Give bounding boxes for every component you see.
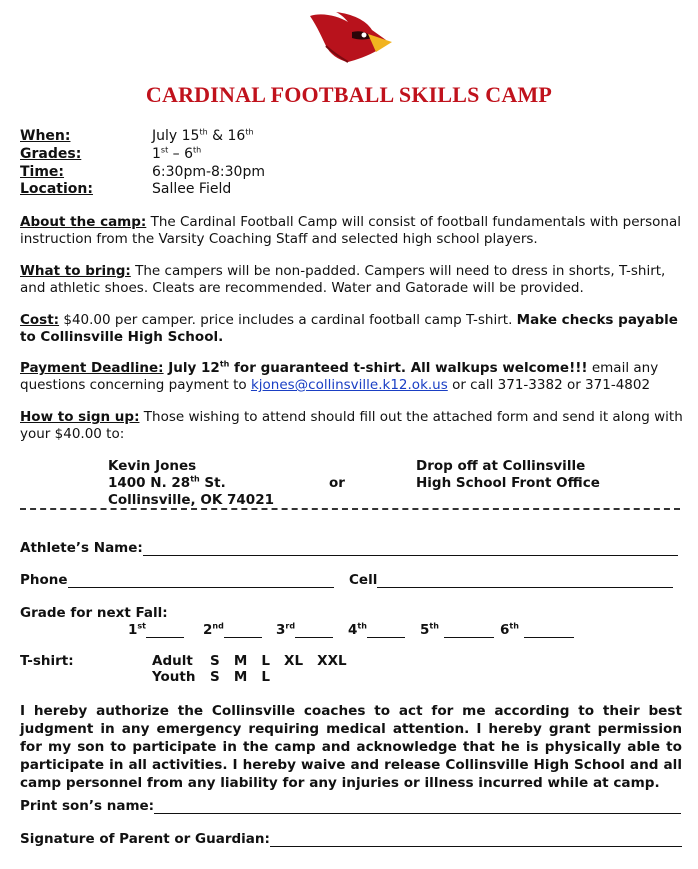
- athlete-name-field[interactable]: [143, 541, 678, 556]
- grades-value: 1st – 6th: [152, 145, 202, 162]
- phone-row: [20, 572, 334, 588]
- youth-sizes[interactable]: S M L: [210, 669, 270, 685]
- address-or: or: [329, 475, 345, 491]
- grade-label: Grade for next Fall:: [20, 605, 168, 621]
- address-street: 1400 N. 28th St.: [108, 474, 226, 491]
- about-label: About the camp:: [20, 214, 147, 230]
- phone-label: Phone: [20, 572, 68, 588]
- print-name-row: [20, 798, 681, 814]
- location-label: Location:: [20, 181, 93, 197]
- location-value: Sallee Field: [152, 181, 232, 197]
- cut-line-divider: [20, 508, 680, 510]
- signature-field[interactable]: [270, 832, 682, 847]
- tshirt-label: T-shirt:: [20, 653, 74, 669]
- deadline-label: Payment Deadline:: [20, 360, 164, 376]
- signup-label: How to sign up:: [20, 409, 140, 425]
- waiver-text: I hereby authorize the Collinsville coaches to act for me according to their best judgment in any emergency requiring medical attention. I hereby grant permission for my son to participate in the camp and acknowledge that he is physically able to participate in all activities. I hereby waive and release Collinsville High School and all camp personnel from any liability for any injuries or illness incurred while at camp.: [20, 703, 682, 791]
- grade-option[interactable]: 4th: [348, 622, 405, 638]
- print-name-label: Print son’s name:: [20, 798, 155, 814]
- cell-field[interactable]: [377, 573, 673, 588]
- grades-label: Grades:: [20, 146, 82, 162]
- cost-label: Cost:: [20, 312, 60, 328]
- phone-field[interactable]: [68, 573, 334, 588]
- page-title: CARDINAL FOOTBALL SKILLS CAMP: [145, 82, 553, 107]
- address-name: Kevin Jones: [108, 458, 197, 474]
- cell-label: Cell: [349, 572, 378, 588]
- grade-option[interactable]: 2nd: [203, 622, 262, 638]
- about-paragraph: About the camp: The Cardinal Football Camp will consist of football fundamentals with personal instruction from the Varsity Coaching Staff and selected high school players.: [20, 214, 681, 247]
- when-value: July 15th & 16th: [152, 127, 254, 144]
- bring-paragraph: What to bring: The campers will be non-padded. Campers will need to dress in shorts, T-shirt, and athletic shoes. Cleats are recommended. Water and Gatorade will be provided.: [20, 263, 666, 296]
- bring-label: What to bring:: [20, 263, 131, 279]
- grade-option[interactable]: 1st: [128, 622, 184, 638]
- grade-option[interactable]: 5th: [420, 622, 494, 638]
- dropoff-address: Drop off at Collinsville High School Front Office: [416, 458, 600, 491]
- signature-label: Signature of Parent or Guardian:: [20, 831, 270, 847]
- signature-row: [20, 831, 682, 847]
- athlete-name-label: Athlete’s Name:: [20, 540, 143, 556]
- deadline-paragraph: Payment Deadline: July 12th for guaranteed t-shirt. All walkups welcome!!! email any questions concerning payment to kjones@collinsville.k12.ok.us or call 371-3382 or 371-4802: [20, 359, 659, 393]
- email-link[interactable]: kjones@collinsville.k12.ok.us: [250, 377, 448, 393]
- cell-row: [349, 572, 673, 588]
- signup-paragraph: How to sign up: Those wishing to attend should fill out the attached form and send it along with your $40.00 to:: [20, 409, 683, 442]
- youth-label: Youth: [152, 669, 196, 685]
- address-city: Collinsville, OK 74021: [108, 492, 274, 508]
- mail-address: [108, 458, 274, 509]
- grade-option[interactable]: 6th: [500, 622, 574, 638]
- time-label: Time:: [20, 164, 65, 180]
- adult-label: Adult: [152, 653, 193, 669]
- time-value: 6:30pm-8:30pm: [152, 164, 265, 180]
- cost-paragraph: Cost: $40.00 per camper. price includes a cardinal football camp T-shirt. Make checks payable to Collinsville High School.: [20, 312, 678, 345]
- grade-option[interactable]: 3rd: [276, 622, 333, 638]
- athlete-name-row: [20, 540, 678, 556]
- print-name-field[interactable]: [154, 799, 681, 814]
- adult-sizes[interactable]: S M L XL XXL: [210, 653, 347, 669]
- when-label: When:: [20, 128, 71, 144]
- cardinal-head-logo-icon: [308, 10, 394, 66]
